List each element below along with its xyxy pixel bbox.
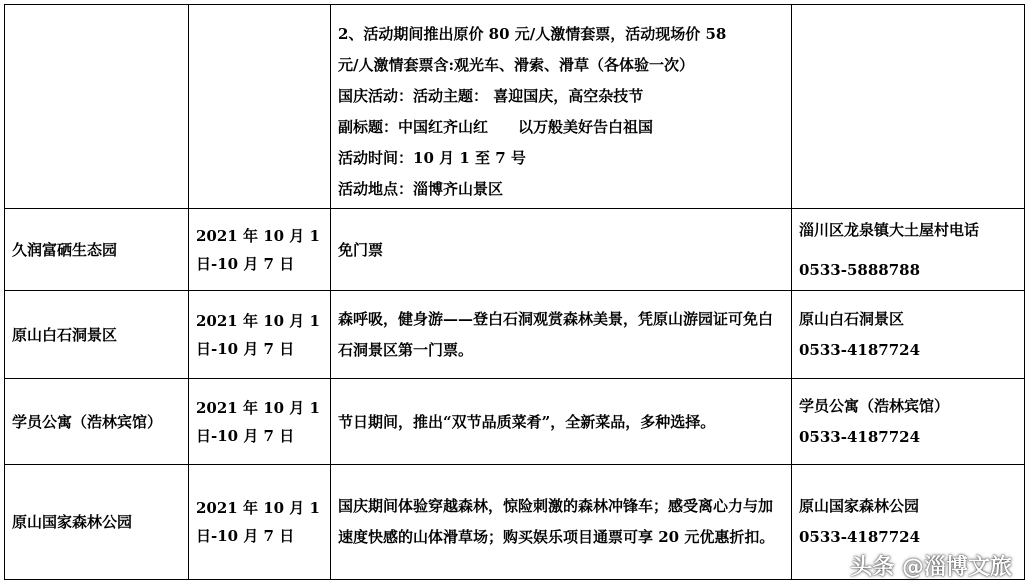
venue-name: 原山白石洞景区 [5, 291, 189, 379]
top-line: 2、活动期间推出原价 80 元/人激情套票，活动现场价 58 [338, 25, 727, 43]
top-line: 元/人激情套票含:观光车、滑索、滑草（各体验一次） [338, 56, 695, 74]
venue-name: 学员公寓（浩林宾馆） [5, 379, 189, 465]
description-text: 免门票 [338, 240, 384, 259]
top-description-cell [331, 5, 792, 209]
contact-phone: 0533-5888788 [799, 260, 921, 279]
date-cell [189, 379, 331, 465]
contact-line: 原山国家森林公园 [799, 497, 920, 515]
events-table [4, 4, 1025, 580]
description-cell [331, 465, 792, 580]
date-line: 2021 年 10 月 1 [196, 226, 320, 245]
table-row [5, 291, 1025, 379]
description-cell [331, 379, 792, 465]
contact-line: 原山白石洞景区 [799, 309, 905, 328]
top-line: 国庆活动：活动主题： 喜迎国庆，高空杂技节 [338, 87, 644, 105]
date-line: 2021 年 10 月 1 [196, 499, 320, 517]
date-cell [189, 465, 331, 580]
top-line: 活动地点：淄博齐山景区 [338, 180, 504, 198]
date-line: 日-10 月 7 日 [196, 339, 295, 358]
watermark-text: 头条 @淄博文旅 [850, 555, 1012, 580]
description-text: 森呼吸，健身游——登白石洞观赏森林美景，凭原山游园证可免白石洞景区第一门票。 [338, 309, 774, 359]
description-cell [331, 291, 792, 379]
contact-phone: 0533-4187724 [799, 528, 921, 546]
table-row [5, 209, 1025, 291]
contact-phone: 0533-4187724 [799, 427, 921, 446]
date-line: 2021 年 10 月 1 [196, 398, 320, 417]
description-cell [331, 209, 792, 291]
contact-cell [792, 209, 1025, 291]
venue-name: 久润富硒生态园 [5, 209, 189, 291]
contact-line: 学员公寓（浩林宾馆） [799, 396, 950, 415]
top-line: 副标题：中国红齐山红 以万般美好告白祖国 [338, 118, 654, 136]
empty-cell [792, 5, 1025, 209]
date-line: 2021 年 10 月 1 [196, 311, 320, 330]
date-line: 日-10 月 7 日 [196, 254, 295, 273]
contact-cell [792, 379, 1025, 465]
description-text: 国庆期间体验穿越森林，惊险刺激的森林冲锋车；感受离心力与加速度快感的山体滑草场；购买娱乐项目通票可享 20 元优惠折扣。 [338, 497, 775, 546]
empty-cell [189, 5, 331, 209]
top-line: 活动时间：10 月 1 至 7 号 [338, 149, 526, 167]
venue-name: 原山国家森林公园 [5, 465, 189, 580]
watermark [850, 550, 1012, 581]
date-cell [189, 209, 331, 291]
empty-cell [5, 5, 189, 209]
contact-phone: 0533-4187724 [799, 340, 921, 359]
table-row-top [5, 5, 1025, 209]
contact-cell [792, 291, 1025, 379]
contact-line: 淄川区龙泉镇大土屋村电话 [799, 220, 980, 239]
date-cell [189, 291, 331, 379]
date-line: 日-10 月 7 日 [196, 426, 295, 445]
date-line: 日-10 月 7 日 [196, 527, 295, 545]
description-text: 节日期间，推出“双节品质菜肴”，全新菜品，多种选择。 [338, 412, 716, 431]
table-row [5, 379, 1025, 465]
